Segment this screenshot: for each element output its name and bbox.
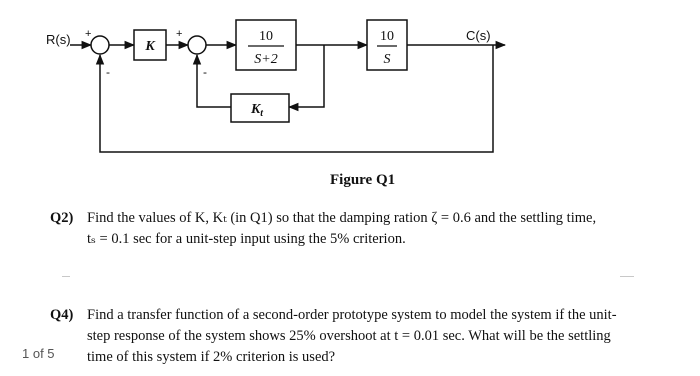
q4-number: Q4) xyxy=(50,307,74,323)
q2-line-1: Find the values of K, Kₜ (in Q1) so that the damping ration ζ = 0.6 and the settling time, xyxy=(87,210,597,226)
sum2-plus-sign: + xyxy=(176,28,183,40)
output-label: C(s) xyxy=(466,28,491,43)
q4-line-3: time of this system if 2% criterion is used? xyxy=(87,349,336,365)
q2-line-2: tₛ = 0.1 sec for a unit-step input using the 5% criterion. xyxy=(87,231,406,247)
page-indicator: 1 of 5 xyxy=(22,346,55,361)
faint-mark-right xyxy=(620,276,634,277)
gain-block-label: K xyxy=(145,39,155,54)
faint-mark-left xyxy=(62,276,70,277)
q2-body xyxy=(87,208,596,250)
sum1-minus-sign: - xyxy=(106,65,110,79)
plant-denominator: S+2 xyxy=(254,52,278,67)
summing-junction-2 xyxy=(188,36,206,54)
sum1-plus-sign: + xyxy=(85,28,92,40)
summing-junction-1 xyxy=(91,36,109,54)
q4-line-2: step response of the system shows 25% overshoot at t = 0.01 sec. What will be the settling xyxy=(87,328,611,344)
sum2-minus-sign: - xyxy=(203,65,207,79)
q4-body xyxy=(87,305,617,368)
feedback-block-label: $K_t$ xyxy=(250,102,264,119)
input-label: R(s) xyxy=(46,32,71,47)
integrator-denominator: S xyxy=(383,52,391,67)
plant-numerator: 10 xyxy=(259,29,273,44)
feedback-block-subscript: t xyxy=(260,108,264,119)
figure-caption: Figure Q1 xyxy=(330,172,396,188)
q4-line-1: Find a transfer function of a second-order prototype system to model the system if the unit- xyxy=(87,307,617,323)
q2-number: Q2) xyxy=(50,210,74,226)
inner-feedback-path-lower xyxy=(197,55,231,107)
integrator-numerator: 10 xyxy=(380,29,394,44)
